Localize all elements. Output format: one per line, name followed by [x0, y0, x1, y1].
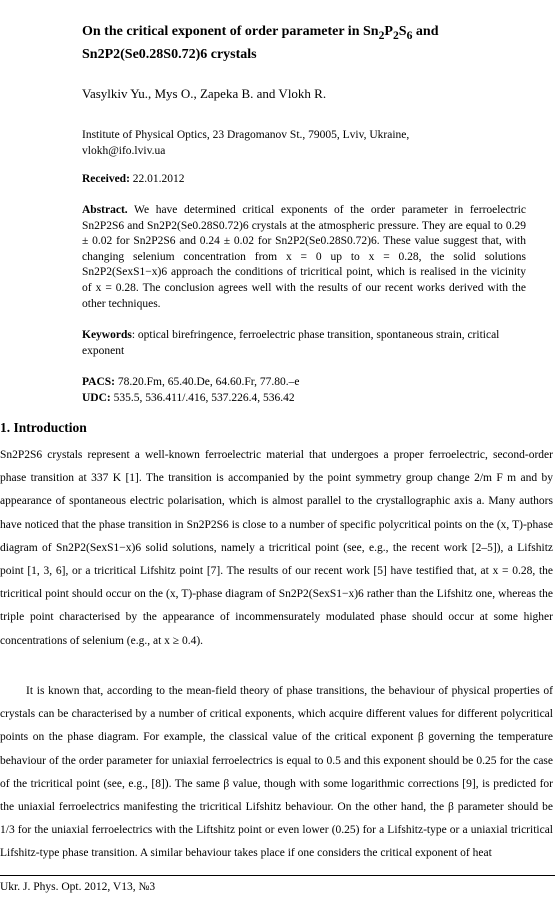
paper-title: [82, 22, 522, 64]
received-value: 22.01.2012: [129, 173, 185, 185]
udc-label: UDC:: [82, 392, 111, 404]
keywords-text: : optical birefringence, ferroelectric phase transition, spontaneous strain, critical exponent: [82, 329, 500, 357]
intro-paragraph-1: Sn2P2S6 crystals represent a well-known ferroelectric material that undergoes a proper ferroelectric, second-order phase transition at 337 K [1]. The transition is accompanied by the point symmetry group change 2/m F m and by appearance of spontaneous electric polarisation, which is almost parallel to the crystallographic axis a. Many authors have noticed that the phase transition in Sn2P2S6 is close to a number of specific polycritical points on the (x, T)-phase diagram of Sn2P2(SexS1−x)6 solid solutions, namely a tricritical point (see, e.g., the recent work [2–5]), a Lifshitz point [1, 3, 6], or a tricritical Lifshitz point [7]. The results of our recent work [5] have testified that, at x = 0.28, the tricritical point should occur on the (x, T)-phase diagram of Sn2P2(SexS1−x)6 rather than the Lifshitz one, whereas the triple point characterised by the appearance of incommensurately modulated phase should occur at some higher concentrations of selenium (e.g., at x ≥ 0.4).: [0, 449, 553, 647]
abstract: [82, 203, 526, 312]
pacs-text: 78.20.Fm, 65.40.De, 64.60.Fr, 77.80.–e: [115, 376, 300, 388]
affiliation-address: Institute of Physical Optics, 23 Dragomanov St., 79005, Lviv, Ukraine,: [82, 129, 410, 141]
udc-text: 535.5, 536.411/.416, 537.226.4, 536.42: [110, 392, 295, 404]
abstract-text: We have determined critical exponents of the order parameter in ferroelectric Sn2P2S6 and Sn2P2(Se0.28S0.72)6 crystals at the atmospheric pressure. They are equal to 0.29 ± 0.02 for Sn2P2S6 and 0.24 ± 0.02 for Sn2P2(Se0.28S0.72)6. These value suggest that, with changing selenium concentration from x = 0 up to x = 0.28, the solid solutions Sn2P2(SexS1−x)6 approach the conditions of tricritical point, which is realised in the vicinity of x = 0.28. The conclusion agrees well with the results of our recent works derived with the other techniques.: [82, 204, 526, 310]
abstract-label: Abstract.: [82, 204, 128, 216]
udc-line: [82, 390, 526, 406]
received-date: [82, 173, 185, 185]
intro-paragraph-2: It is known that, according to the mean-field theory of phase transitions, the behaviour of physical properties of crystals can be characterised by a number of critical exponents, which acquire different values for different polycritical points on the phase diagram. For example, the classical value of the critical exponent β governing the temperature behaviour of the order parameter for uniaxial ferroelectrics is equal to 0.5 and this exponent should be 0.25 for the case of the tricritical point (see, e.g., [8]). The same β value, though with some logarithmic corrections [9], is predicted for the uniaxial ferroelectrics manifesting the tricritical Lifshitz behaviour. On the other hand, the β parameter should be 1/3 for the uniaxial ferroelectrics with the Liftshitz point or even lower (0.25) for a Lifshitz-type or a uniaxial tricritical Lifshitz-type phase transition. A similar behaviour takes place if one considers the critical exponent of heat: [0, 685, 553, 860]
classification-codes: [82, 374, 526, 406]
paper-title-line-1: On the critical exponent of order parameter in $Sn_2P_2S_6$ and: [82, 24, 439, 42]
journal-footer: Ukr. J. Phys. Opt. 2012, V13, №3: [0, 881, 156, 893]
pacs-label: PACS:: [82, 376, 116, 388]
keywords-label: Keywords: [82, 329, 132, 341]
received-label: Received:: [82, 173, 130, 185]
footer-divider: [0, 875, 555, 876]
affiliation: [82, 127, 512, 159]
contact-email: vlokh@ifo.lviv.ua: [82, 145, 166, 157]
paper-title-line-2: Sn2P2(Se0.28S0.72)6 crystals: [82, 46, 257, 62]
section-heading-introduction: 1. Introduction: [0, 420, 87, 435]
keywords: [82, 327, 526, 359]
author-list: Vasylkiv Yu., Mys O., Zapeka B. and Vlokh R.: [82, 86, 327, 101]
pacs-line: [82, 374, 526, 390]
